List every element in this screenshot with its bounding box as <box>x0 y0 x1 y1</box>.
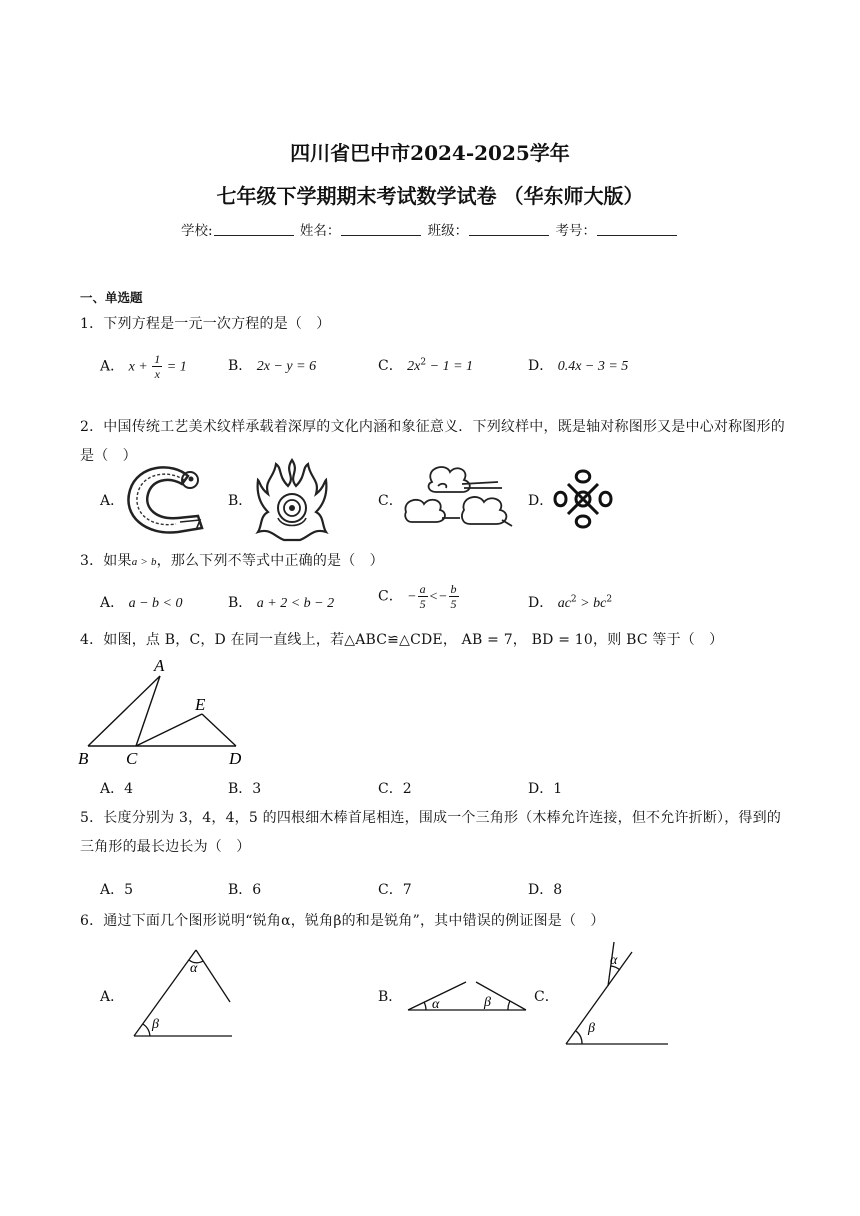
q6c-beta-label: β <box>588 1021 595 1036</box>
q6-option-b-label: B． <box>378 989 403 1005</box>
exam-number-blank[interactable] <box>597 223 677 236</box>
q1-option-a: A． x + $\frac{1}{x}$ = 1 <box>100 352 187 381</box>
question-5-stem: 5．长度分别为 3，4，4，5 的四根细木棒首尾相连，围成一个三角形（木棒允许连接，但不允许折断），得到的三角形的最长边长为（ ） <box>80 810 782 855</box>
q5-option-b: B．6 <box>228 882 262 898</box>
school-label: 学校: <box>181 223 213 239</box>
name-label: 姓名： <box>299 223 341 239</box>
q4-option-b: B．3 <box>228 781 262 797</box>
q6c-alpha-label: α <box>610 953 618 968</box>
class-label: 班级： <box>427 223 469 239</box>
q2-pattern-d-flower <box>552 468 614 530</box>
exam-number-label: 考号： <box>555 223 596 239</box>
q3-option-d: D． $ac^2 > bc^2$ <box>528 594 613 611</box>
q6a-alpha-label: α <box>190 961 198 976</box>
q3-option-a: A． a − b < 0 <box>100 595 183 611</box>
q4-point-b: B <box>78 749 89 768</box>
q3-option-c: C． − $\frac{a}{5}$ <− $\frac{b}{5}$ <box>378 582 457 611</box>
q6-figure-b <box>404 976 530 1016</box>
q6b-alpha-label: α <box>432 997 440 1012</box>
student-info-line <box>0 219 860 239</box>
q4-point-c: C <box>126 749 138 768</box>
q6-option-c-label: C． <box>534 989 559 1005</box>
q3-option-b: B． a + 2 < b − 2 <box>228 595 335 611</box>
q2-option-d-label: D． <box>528 493 554 509</box>
q5-option-d: D．8 <box>528 882 563 898</box>
question-2-stem: 2．中国传统工艺美术纹样承载着深厚的文化内涵和象征意义．下列纹样中，既是轴对称图形又是中心对称图形的是（ ） <box>80 419 785 464</box>
q4-option-d: D．1 <box>528 781 563 797</box>
q6-figure-a <box>128 944 238 1044</box>
q2-pattern-b-flame <box>254 456 330 544</box>
q5-option-a: A．5 <box>100 882 134 898</box>
q4-point-a: A <box>154 656 165 675</box>
q2-pattern-a-dragon-c <box>118 458 206 540</box>
q2-option-c-label: C． <box>378 493 403 509</box>
q6-option-a-label: A． <box>100 989 125 1005</box>
q6b-beta-label: β <box>484 995 491 1010</box>
q2-option-b-label: B． <box>228 493 253 509</box>
q6a-beta-label: β <box>152 1017 159 1032</box>
question-3-stem: 3．如果a > b，那么下列不等式中正确的是（ ） <box>80 553 384 569</box>
question-1-stem: 1．下列方程是一元一次方程的是（ ） <box>80 316 331 332</box>
q4-figure-triangles <box>74 654 254 770</box>
exam-title-line2: 七年级下学期期末考试数学试卷 （华东师大版） <box>216 184 644 208</box>
q4-option-a: A．4 <box>100 781 134 797</box>
exam-title-line1: 四川省巴中市2024-2025学年 <box>290 141 570 165</box>
q1-option-c: C． $2x^2 - 1 = 1$ <box>378 357 474 374</box>
q5-option-c: C．7 <box>378 882 412 898</box>
q2-pattern-c-clouds <box>402 460 514 532</box>
question-6-stem: 6．通过下面几个图形说明“锐角α，锐角β的和是锐角”，其中错误的例证图是（ ） <box>80 913 605 929</box>
q1-option-b: B． 2x − y = 6 <box>228 358 317 374</box>
q2-option-a-label: A． <box>100 493 125 509</box>
section-title: 一、单选题 <box>80 290 143 305</box>
q4-option-c: C．2 <box>378 781 412 797</box>
name-blank[interactable] <box>341 223 421 236</box>
q4-point-d: D <box>229 749 242 768</box>
q6-figure-c <box>560 940 672 1050</box>
q4-point-e: E <box>195 695 206 714</box>
class-blank[interactable] <box>469 223 549 236</box>
question-4-stem: 4．如图，点 B，C，D 在同一直线上，若△ABC≌△CDE， AB = 7， BD = 10，则 BC 等于（ ） <box>80 632 724 648</box>
school-blank[interactable] <box>214 223 294 236</box>
q1-option-d: D． 0.4x − 3 = 5 <box>528 358 629 374</box>
